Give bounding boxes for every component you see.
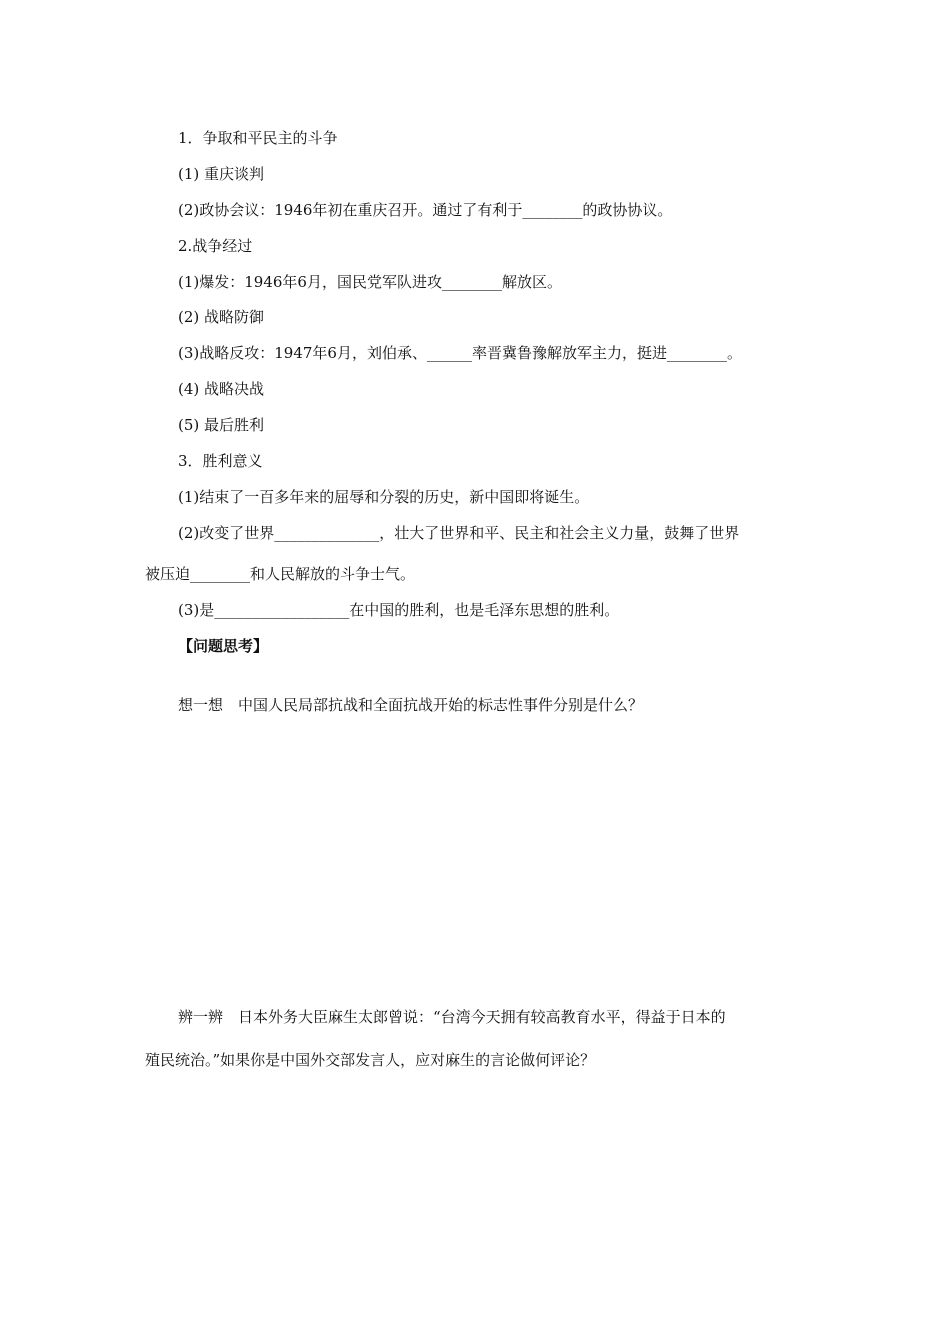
- item-chongqing-negotiation: (1) 重庆谈判: [178, 165, 265, 183]
- section-heading-war-process: 2.战争经过: [178, 237, 253, 255]
- question-debate-continued: 殖民统治。”如果你是中国外交部发言人，应对麻生的言论做何评论？: [145, 1051, 596, 1069]
- item-strategic-defense: (2) 战略防御: [178, 308, 265, 326]
- item-changed-world: (2)改变了世界______________，壮大了世界和平、民主和社会主义力量，鼓舞了世界: [178, 524, 740, 542]
- item-final-victory: (5) 最后胜利: [178, 416, 265, 434]
- item-strategic-decisive-battle: (4) 战略决战: [178, 380, 265, 398]
- question-section-heading: 【问题思考】: [178, 637, 269, 655]
- item-changed-world-continued: 被压迫________和人民解放的斗争士气。: [145, 565, 416, 583]
- item-political-consultative-conference: (2)政协会议：1946年初在重庆召开。通过了有利于________的政协协议。: [178, 201, 673, 219]
- item-strategic-counteroffensive: (3)战略反攻：1947年6月，刘伯承、______率晋冀鲁豫解放军主力，挺进________。: [178, 344, 742, 362]
- question-debate: 辨一辨 日本外务大臣麻生太郎曾说：“台湾今天拥有较高教育水平，得益于日本的: [178, 1008, 726, 1026]
- question-think: 想一想 中国人民局部抗战和全面抗战开始的标志性事件分别是什么？: [178, 696, 644, 714]
- item-end-humiliation: (1)结束了一百多年来的屈辱和分裂的历史，新中国即将诞生。: [178, 488, 590, 506]
- item-outbreak: (1)爆发：1946年6月，国民党军队进攻________解放区。: [178, 273, 562, 291]
- section-heading-significance: 3．胜利意义: [178, 452, 263, 470]
- section-heading-struggle: 1．争取和平民主的斗争: [178, 129, 338, 147]
- item-victory-of: (3)是__________________在中国的胜利，也是毛泽东思想的胜利。: [178, 601, 620, 619]
